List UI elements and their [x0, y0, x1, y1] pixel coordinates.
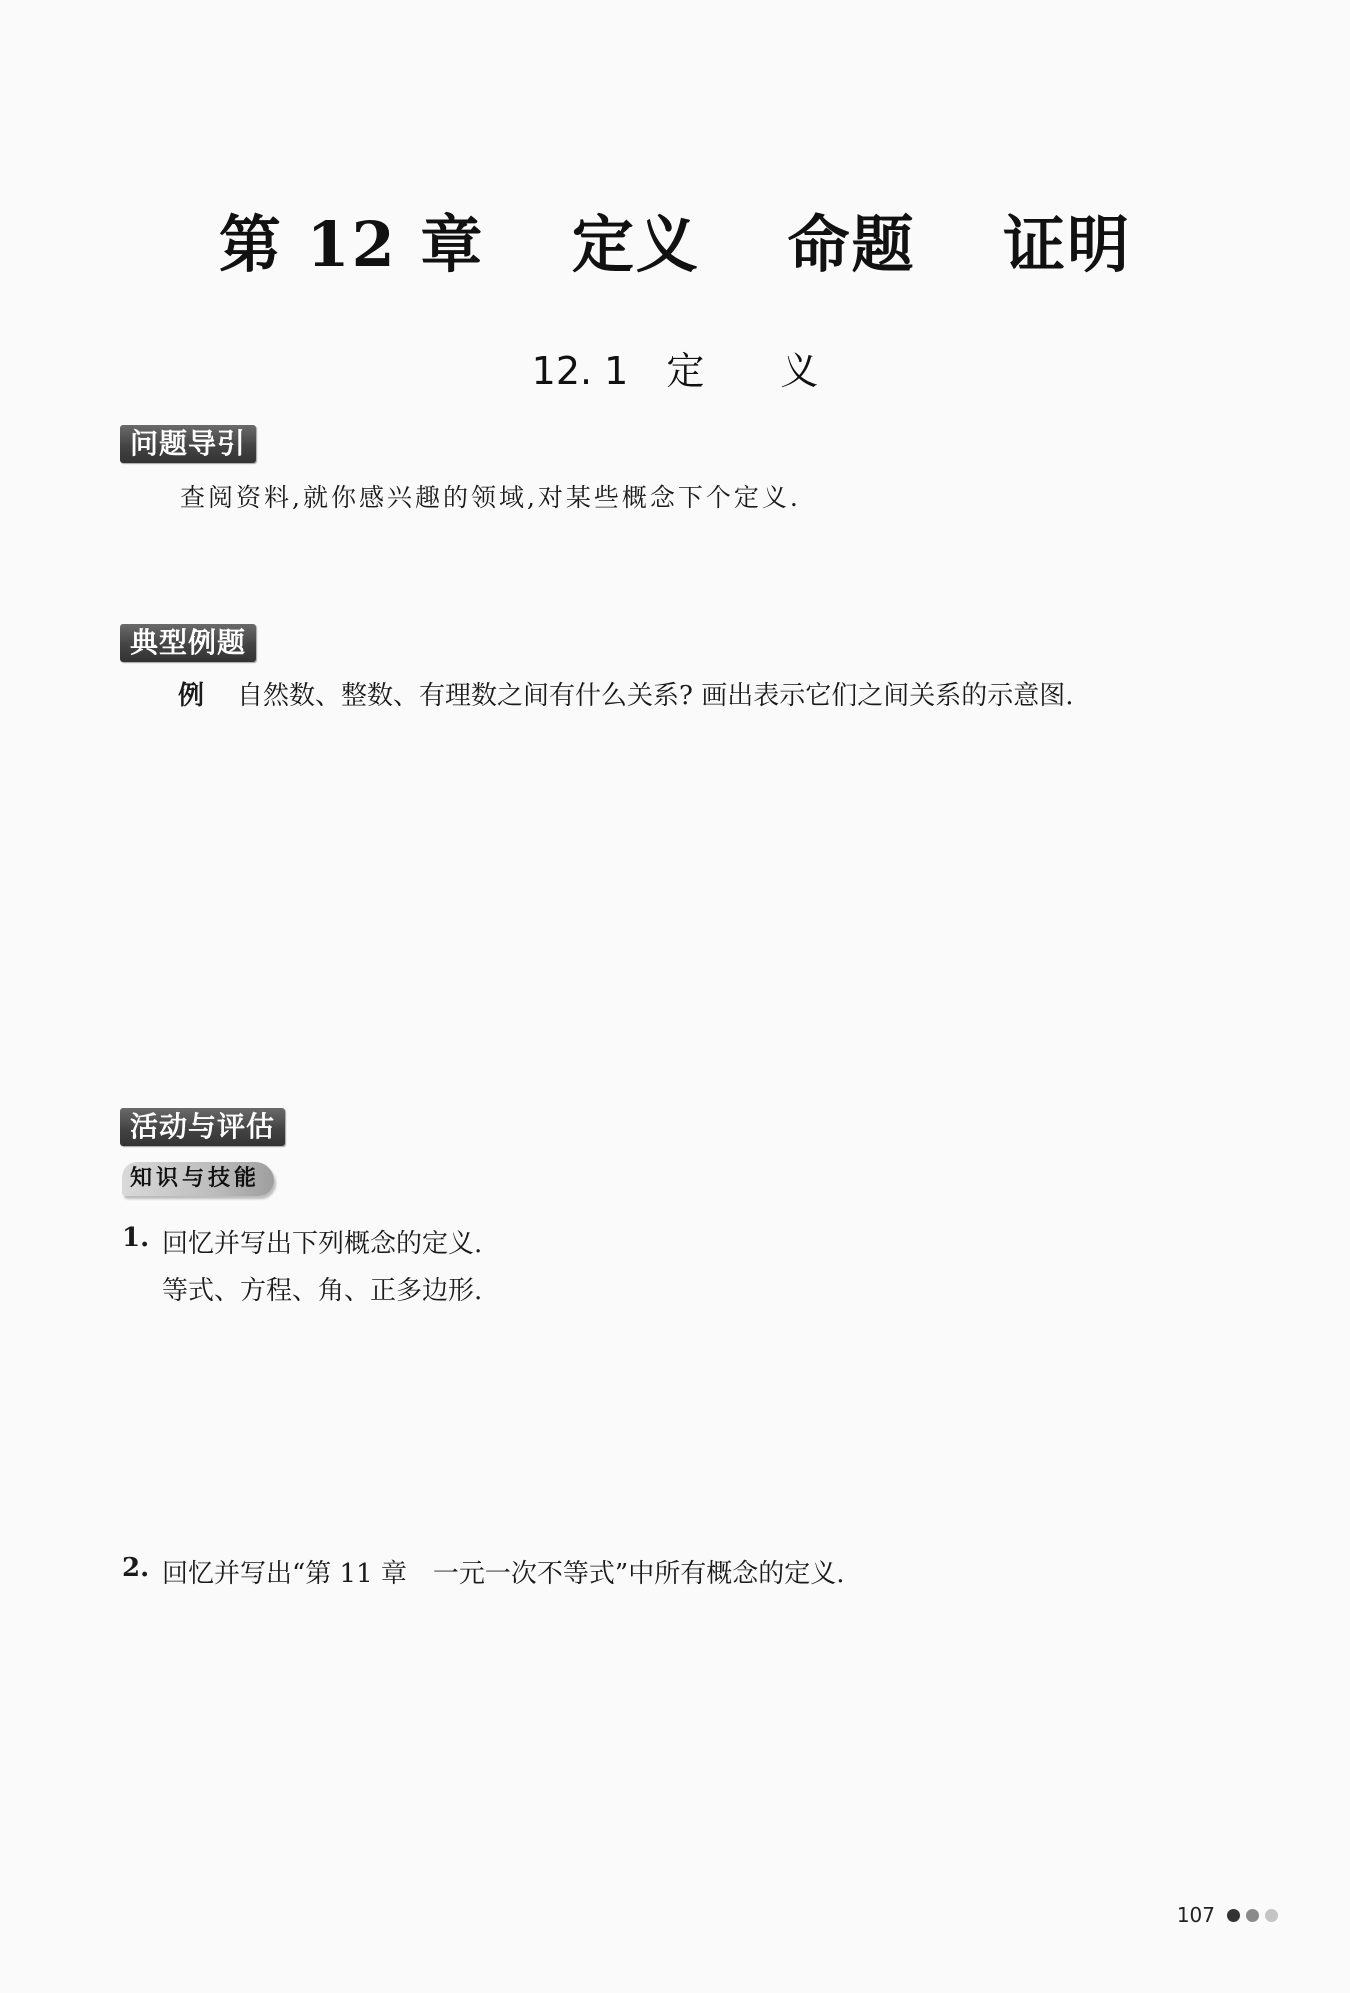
- question-2-number: 2.: [122, 1553, 150, 1583]
- typical-example-tag: 典型例题: [120, 624, 256, 662]
- dot-decoration-icon: [1265, 1909, 1278, 1922]
- page-number: 107: [1176, 1903, 1215, 1927]
- page-footer: [1177, 1903, 1278, 1927]
- question-1-number: 1.: [122, 1223, 150, 1253]
- chapter-title: 第 12 章 定义 命题 证明: [218, 208, 1132, 281]
- problem-guide-tag: 问题导引: [120, 425, 256, 463]
- problem-guide-text: 查阅资料,就你感兴趣的领域,对某些概念下个定义.: [180, 483, 801, 512]
- knowledge-skills-tag: 知识与技能: [122, 1162, 274, 1196]
- activity-tag: 活动与评估: [120, 1108, 285, 1146]
- question-1-subtext: 等式、方程、角、正多边形.: [162, 1276, 483, 1306]
- example-label: 例: [178, 681, 205, 711]
- example-text: 自然数、整数、有理数之间有什么关系? 画出表示它们之间关系的示意图.: [237, 681, 1074, 711]
- dot-decoration-icon: [1246, 1909, 1259, 1922]
- question-1-text: 回忆并写出下列概念的定义.: [162, 1229, 483, 1259]
- section-title: 12. 1 定 义: [531, 349, 819, 393]
- dot-decoration-icon: [1227, 1909, 1240, 1922]
- question-2-text: 回忆并写出“第 11 章 一元一次不等式”中所有概念的定义.: [162, 1559, 845, 1589]
